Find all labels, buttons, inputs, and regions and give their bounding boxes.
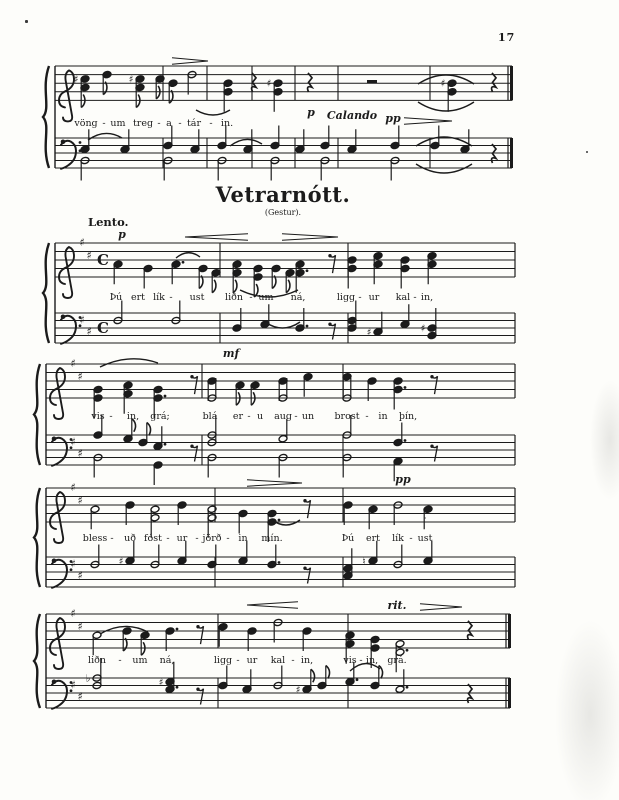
lyric-syllable: vis — [91, 411, 105, 422]
lyric-syllable: ert — [366, 533, 380, 544]
lyric-syllable: - — [157, 118, 161, 129]
svg-text:♯: ♯ — [420, 323, 426, 335]
lyric-syllable: brost — [334, 411, 360, 422]
svg-text:♯: ♯ — [366, 327, 372, 339]
lyric-syllable: er — [232, 411, 244, 422]
lyric-syllable: grá; — [150, 411, 170, 422]
lyric-syllable: blá — [202, 411, 218, 422]
svg-text:♯: ♯ — [295, 684, 301, 696]
lyric-syllable: um — [110, 118, 126, 129]
lyric-syllable: þín, — [398, 411, 418, 422]
svg-text:♯: ♯ — [86, 324, 92, 338]
svg-text:♯: ♯ — [70, 357, 76, 370]
scan-artifact-smudge — [555, 620, 619, 800]
lyric-syllable: - — [102, 118, 106, 129]
svg-text:C: C — [97, 251, 109, 269]
lyric-syllable: ur — [368, 292, 380, 303]
lyric-syllable: ust — [417, 533, 433, 544]
lyric-syllable: in, — [365, 655, 379, 666]
lyric-syllable: Þú — [109, 292, 123, 303]
lyric-syllable: vis — [343, 655, 357, 666]
lyric-syllable: bless — [82, 533, 108, 544]
piece-title: Vetrarnótt. — [215, 182, 351, 207]
svg-text:♯: ♯ — [77, 619, 83, 633]
svg-text:♯: ♯ — [70, 557, 76, 571]
svg-text:♯: ♯ — [77, 689, 83, 703]
lyric-syllable: - — [195, 533, 199, 544]
lyric-syllable: in — [238, 533, 248, 544]
lyric-syllable: in — [378, 411, 388, 422]
lyric-syllable: - — [110, 533, 114, 544]
lyric-syllable: Þú — [341, 533, 355, 544]
lyric-syllable: ur — [246, 655, 258, 666]
lyric-syllable: kal — [270, 655, 286, 666]
dynamic-marking: pp — [395, 473, 411, 486]
lyric-syllable: - — [236, 655, 240, 666]
lyric-syllable: fóst — [144, 533, 162, 544]
svg-text:♯: ♯ — [70, 607, 76, 620]
svg-text:C: C — [97, 319, 109, 337]
dynamic-marking: Calando — [326, 109, 378, 122]
svg-text:♯: ♯ — [158, 677, 164, 689]
lyric-syllable: grá. — [387, 655, 407, 666]
lyric-syllable: liðn — [225, 292, 243, 303]
lyric-syllable: ligg — [213, 655, 233, 666]
page-number: 17 — [498, 31, 516, 44]
lyric-syllable: - — [178, 118, 182, 129]
svg-text:♯: ♯ — [70, 481, 76, 494]
lyric-syllable: liðn — [88, 655, 106, 666]
lyric-syllable: - — [294, 411, 298, 422]
svg-text:♯: ♯ — [70, 435, 76, 449]
svg-text:♯: ♯ — [79, 236, 85, 249]
svg-text:♯: ♯ — [77, 369, 83, 383]
svg-text:♯: ♯ — [70, 678, 76, 692]
svg-text:♯: ♯ — [440, 78, 446, 90]
dynamic-marking: rit. — [387, 599, 407, 612]
lyric-syllable: u — [256, 411, 264, 422]
lyric-syllable: - — [358, 292, 362, 303]
svg-text:♭: ♭ — [85, 673, 91, 685]
lyric-syllable: - — [409, 533, 413, 544]
scan-artifact-speck — [424, 517, 426, 519]
svg-text:♯: ♯ — [86, 248, 92, 262]
lyric-syllable: - — [247, 411, 251, 422]
dynamic-marking: mf — [222, 347, 240, 360]
svg-text:♯: ♯ — [266, 78, 272, 90]
lyric-syllable: ligg — [336, 292, 356, 303]
scan-artifact-speck — [25, 20, 28, 23]
lyric-syllable: tár — [186, 118, 202, 129]
lyric-syllable: ust — [189, 292, 205, 303]
lyric-syllable: um — [258, 292, 274, 303]
dynamic-marking: p — [307, 106, 315, 119]
lyric-syllable: jörð — [202, 533, 222, 544]
svg-text:♯: ♯ — [73, 74, 79, 86]
lyric-syllable: kal — [395, 292, 411, 303]
lyric-syllable: vöng — [74, 118, 98, 129]
svg-text:♯: ♯ — [77, 493, 83, 507]
dynamic-marking: pp — [385, 112, 401, 125]
lyric-syllable: ert — [131, 292, 145, 303]
svg-text:♯: ♯ — [77, 568, 83, 582]
lyric-syllable: lík — [153, 292, 165, 303]
lyric-syllable: ur — [176, 533, 188, 544]
lyric-syllable: - — [118, 655, 122, 666]
lyric-syllable: in, — [420, 292, 434, 303]
lyric-syllable: in, — [126, 411, 140, 422]
lyric-syllable: ná, — [290, 292, 306, 303]
svg-text:♯: ♯ — [118, 556, 124, 568]
composer-credit: (Gestur). — [264, 208, 302, 217]
lyric-syllable: mín. — [261, 533, 283, 544]
tempo-marking: Lento. — [88, 215, 129, 229]
dynamic-marking: p — [118, 228, 126, 241]
lyric-syllable: - — [209, 118, 213, 129]
svg-text:♮: ♮ — [362, 556, 366, 568]
lyric-syllable: - — [169, 292, 173, 303]
lyric-syllable: uð — [124, 533, 136, 544]
lyric-syllable: - — [413, 292, 417, 303]
lyric-syllable: - — [249, 292, 253, 303]
lyric-syllable: - — [365, 411, 369, 422]
lyric-syllable: in, — [300, 655, 314, 666]
scan-artifact-speck — [586, 151, 588, 153]
lyric-syllable: treg — [132, 118, 154, 129]
svg-text:♯: ♯ — [128, 74, 134, 86]
lyric-syllable: aug — [274, 411, 292, 422]
lyric-syllable: a — [166, 118, 172, 129]
lyric-syllable: in. — [220, 118, 234, 129]
lyric-syllable: lík — [392, 533, 404, 544]
lyric-syllable: - — [109, 411, 113, 422]
lyric-syllable: - — [359, 655, 363, 666]
svg-text:♯: ♯ — [79, 313, 85, 327]
lyric-syllable: un — [301, 411, 315, 422]
lyric-syllable: - — [291, 655, 295, 666]
lyric-syllable: ná, — [159, 655, 175, 666]
svg-text:♯: ♯ — [77, 446, 83, 460]
lyric-syllable: - — [166, 533, 170, 544]
lyric-syllable: um — [132, 655, 148, 666]
lyric-syllable: - — [226, 533, 230, 544]
